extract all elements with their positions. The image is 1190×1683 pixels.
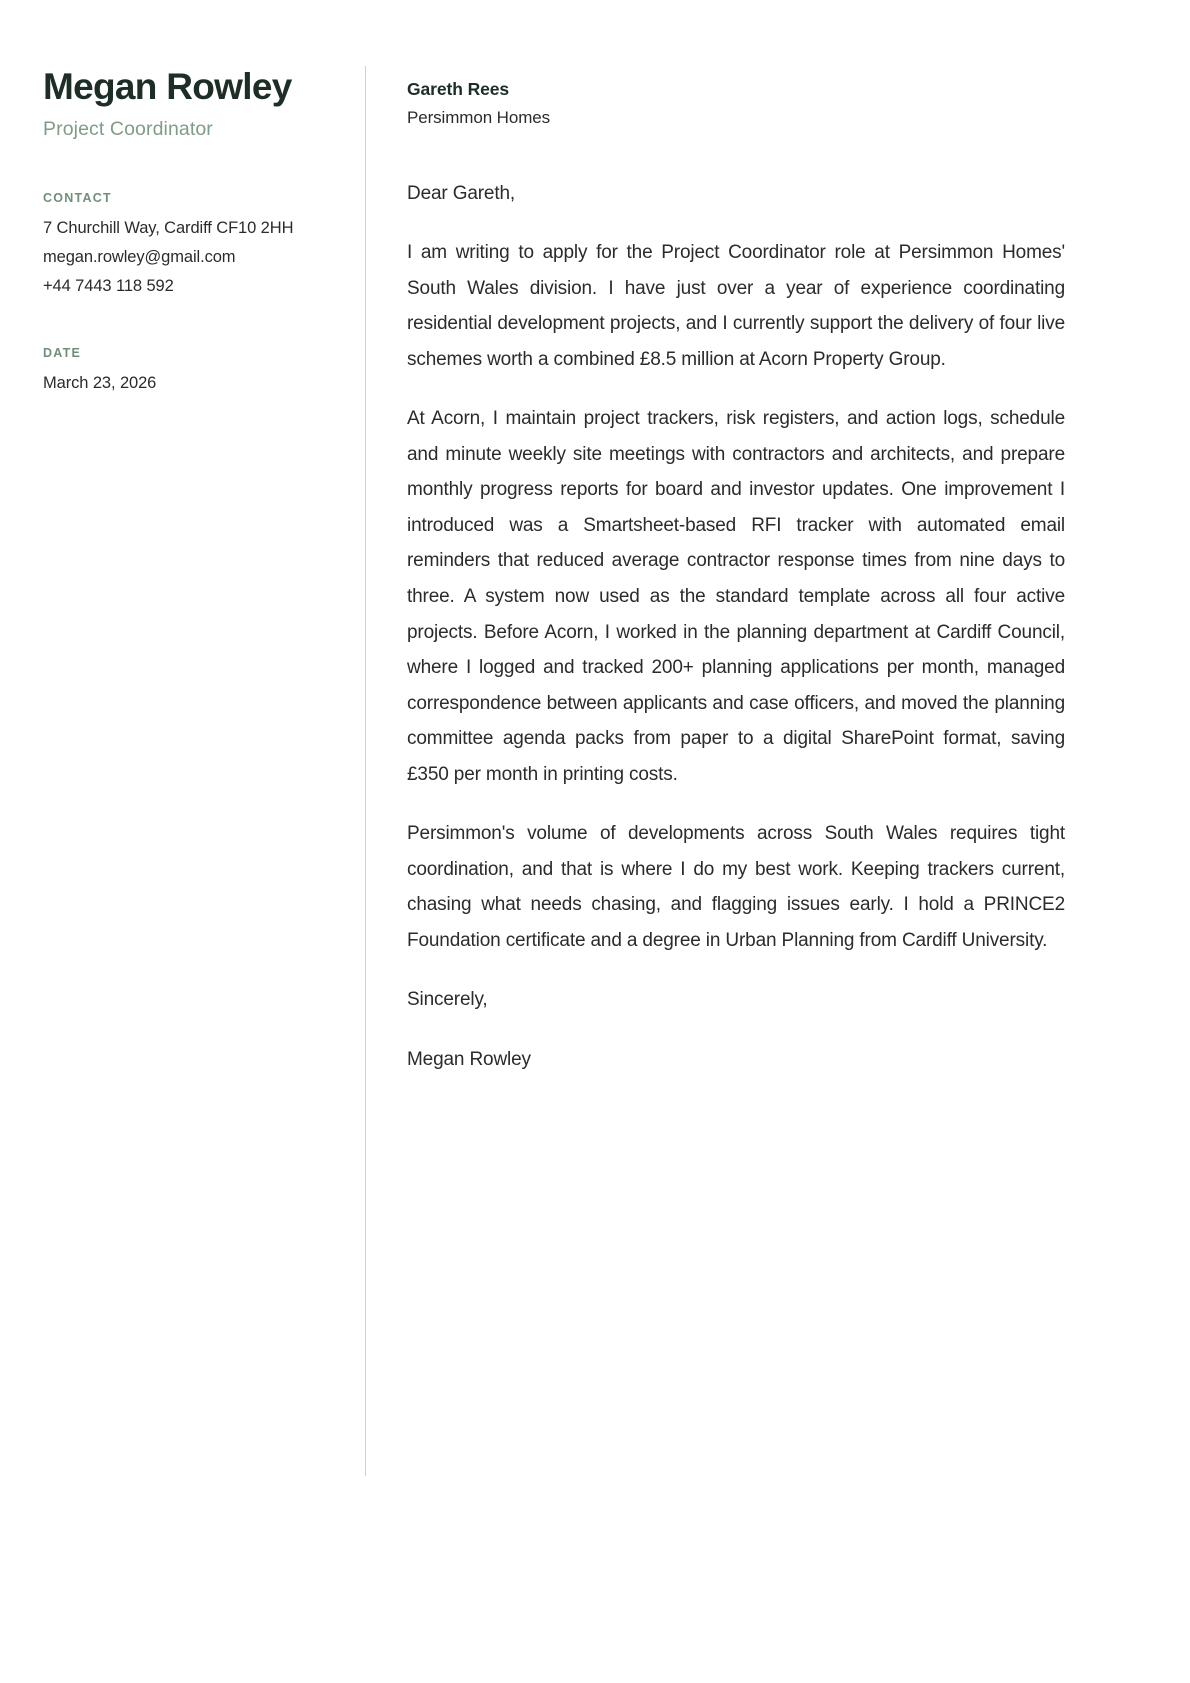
signature: Megan Rowley [407, 1048, 531, 1070]
recipient-company: Persimmon Homes [407, 107, 551, 127]
contact-email[interactable]: megan.rowley@gmail.com [43, 247, 236, 266]
paragraph-3: Persimmon's volume of developments across South Wales requires tight coordination, and that is where I do my best work. Keeping trackers current, chasing what needs chasing, and flagging issues early. I hold a PRINCE2 Foundation certificate and a degree in Urban Planning from Cardiff University. [407, 823, 1065, 951]
date-block [43, 346, 339, 398]
letter-content [0, 66, 1190, 1476]
contact-block [43, 191, 339, 301]
sidebar [0, 66, 365, 398]
date-value: March 23, 2026 [43, 374, 157, 393]
recipient-block [407, 78, 1065, 129]
paragraph-1: I am writing to apply for the Project Coordinator role at Persimmon Homes' South Wales division. I have just over a year of experience coordinating residential development projects, and I currently support the delivery of four live schemes worth a combined £8.5 million at Acorn Property Group. [407, 242, 1065, 370]
applicant-role: Project Coordinator [43, 118, 213, 141]
salutation: Dear Gareth, [407, 182, 516, 204]
contact-label: CONTACT [43, 190, 112, 205]
signoff: Sincerely, [407, 989, 488, 1011]
date-label: DATE [43, 346, 82, 361]
letter-paragraphs [407, 176, 1065, 1077]
contact-phone[interactable]: +44 7443 118 592 [43, 276, 174, 295]
letter-body [366, 66, 1190, 1077]
recipient-name: Gareth Rees [407, 79, 510, 99]
applicant-name: Megan Rowley [43, 66, 292, 107]
contact-address: 7 Churchill Way, Cardiff CF10 2HH [43, 218, 294, 237]
paragraph-2: At Acorn, I maintain project trackers, risk registers, and action logs, schedule and minute weekly site meetings with contractors and architects, and prepare monthly progress reports for board and investor updates. One improvement I introduced was a Smartsheet-based RFI tracker with automated email reminders that reduced average contractor response times from nine days to three. A system now used as the standard template across all four active projects. Before Acorn, I worked in the planning department at Cardiff Council, where I logged and tracked 200+ planning applications per month, managed correspondence between applicants and case officers, and moved the planning committee agenda packs from paper to a digital SharePoint format, saving £350 per month in printing costs. [407, 408, 1065, 785]
